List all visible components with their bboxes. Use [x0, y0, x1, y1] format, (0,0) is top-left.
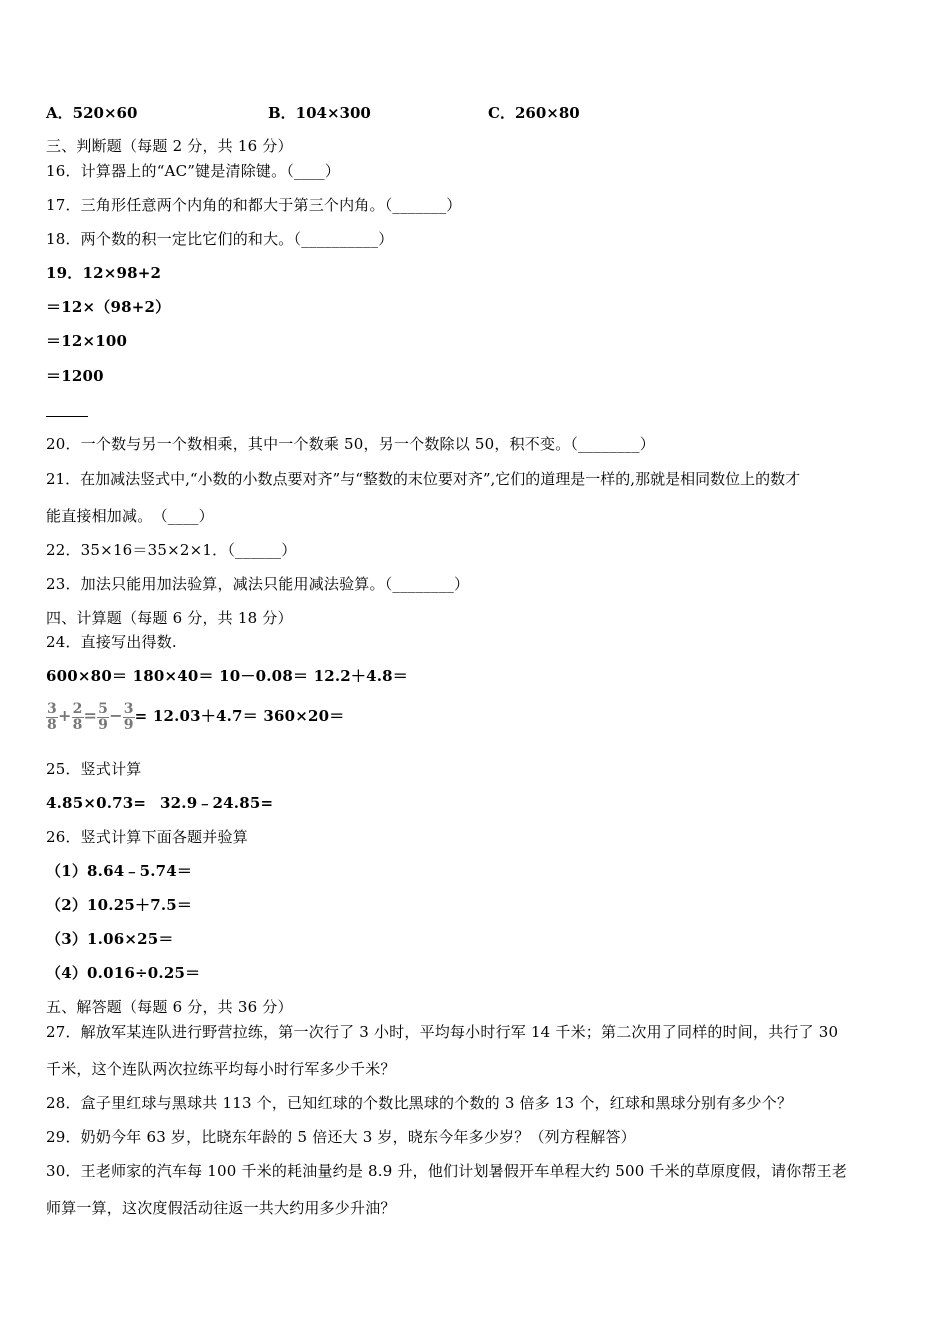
question-16: 16．计算器上的“AC”键是清除键。（____） [46, 162, 341, 180]
fraction-3-9: $\frac{3}{9}$ [123, 700, 134, 733]
question-27-line-1: 27．解放军某连队进行野营拉练，第一次行了 3 小时，平均每小时行军 14 千米；第二次用了同样的时间，共行了 30 [46, 1023, 839, 1041]
question-24-row-2: $\frac{3}{8}$ + $\frac{2}{8}$ = $\frac{5}{9}$ − $\frac{3}{9}$ = 12.03＋4.7＝ 360×20＝ [47, 700, 345, 733]
question-19-line-1: 19．12×98+2 [46, 264, 162, 282]
question-18: 18．两个数的积一定比它们的和大。（__________） [46, 230, 394, 248]
section-3-heading: 三、判断题（每题 2 分，共 16 分） [46, 137, 293, 155]
fraction-3-8: $\frac{3}{8}$ [47, 700, 57, 733]
question-24-title: 24．直接写出得数. [46, 633, 177, 651]
question-23: 23．加法只能用加法验算，减法只能用减法验算。（________） [46, 575, 470, 593]
option-c: C．260×80 [488, 104, 580, 122]
question-19-line-3: ＝12×100 [46, 332, 128, 350]
question-27-line-2: 千米，这个连队两次拉练平均每小时行军多少千米？ [46, 1060, 396, 1078]
question-25-expr-1: 4.85×0.73= [46, 794, 147, 812]
question-25-expr-2: 32.9﹣24.85= [160, 794, 274, 812]
section-4-heading: 四、计算题（每题 6 分，共 18 分） [46, 609, 293, 627]
question-24-row-2-rest: = 12.03＋4.7＝ 360×20＝ [134, 707, 345, 725]
fraction-5-9: $\frac{5}{9}$ [98, 700, 109, 733]
question-30-line-2: 师算一算，这次度假活动往返一共大约用多少升油？ [46, 1199, 396, 1217]
question-21-line-2: 能直接相加减。 （____） [46, 507, 214, 525]
option-b: B．104×300 [268, 104, 371, 122]
question-26-part-3: （3）1.06×25＝ [46, 930, 174, 948]
question-26-part-2: （2）10.25＋7.5＝ [46, 896, 193, 914]
question-19-line-2: ＝12×（98+2） [46, 298, 171, 316]
question-20: 20．一个数与另一个数相乘，其中一个数乘 50，另一个数除以 50，积不变。（________） [46, 435, 655, 453]
question-29: 29．奶奶今年 63 岁，比晓东年龄的 5 倍还大 3 岁，晓东今年多少岁？（列方程解答） [46, 1128, 636, 1146]
answer-blank-line [46, 416, 88, 417]
question-17: 17．三角形任意两个内角的和都大于第三个内角。（_______） [46, 196, 462, 214]
fraction-2-8: $\frac{2}{8}$ [72, 700, 83, 733]
question-26-title: 26．竖式计算下面各题并验算 [46, 828, 248, 846]
question-19-line-4: ＝1200 [46, 367, 104, 385]
question-21-line-1: 21．在加减法竖式中,“小数的小数点要对齐”与“整数的末位要对齐”,它们的道理是一样的,那就是相同数位上的数才 [46, 470, 801, 488]
question-28: 28．盒子里红球与黑球共 113 个，已知红球的个数比黑球的个数的 3 倍多 13 个，红球和黑球分别有多少个？ [46, 1094, 793, 1112]
option-a: A．520×60 [46, 104, 138, 122]
question-30-line-1: 30．王老师家的汽车每 100 千米的耗油量约是 8.9 升，他们计划暑假开车单程大约 500 千米的草原度假，请你帮王老 [46, 1162, 848, 1180]
question-25-title: 25．竖式计算 [46, 760, 142, 778]
question-22: 22．35×16＝35×2×1．（______） [46, 541, 297, 559]
question-26-part-4: （4）0.016÷0.25＝ [46, 964, 201, 982]
question-26-part-1: （1）8.64﹣5.74＝ [46, 862, 193, 880]
question-24-row-1: 600×80＝ 180×40＝ 10－0.08＝ 12.2＋4.8＝ [46, 667, 409, 685]
section-5-heading: 五、解答题（每题 6 分，共 36 分） [46, 998, 293, 1016]
